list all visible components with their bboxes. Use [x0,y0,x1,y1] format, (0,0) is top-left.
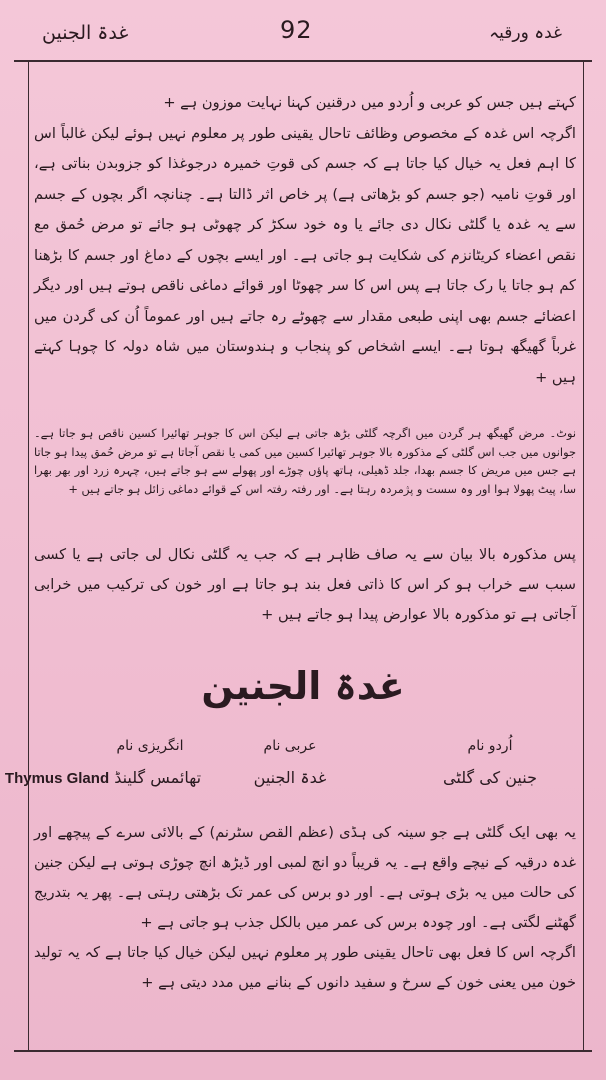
frame-rule-top [14,60,592,62]
body-text-top [34,88,576,393]
english-name-latin: Thymus Gland [4,770,110,787]
running-header [0,16,606,52]
paragraph: کہتے ہیں جس کو عربی و اُردو میں درقنین کہنا نہایت موزون ہے + [163,94,576,111]
english-name-column [0,738,220,787]
body-text-bottom [34,818,576,998]
footnote [34,424,576,498]
page-number: 92 [280,16,313,44]
urdu-name-value: جنین کی گلٹی [443,768,537,787]
header-chapter-title: غدۃ الجنین [42,22,129,44]
frame-rule-right [583,60,584,1052]
urdu-name-column [430,738,550,787]
body-text-middle [34,540,576,630]
arabic-name-value: غدۃ الجنین [253,768,327,787]
note-text: نوٹ۔ مرض گھیگھ ہر گردن میں اگرچہ گلٹی بڑھ جاتی ہے لیکن اس کا جوہر تھائیرا کسین ناقص ہو جاتا ہے۔ جوانوں میں جب اس گلٹی کے مذکورہ بالا جوہر تھائیرا کسین میں کمی یا نقص آجاتا ہے تو مرض حُمق پیدا ہو جاتا ہے جس میں مریض کا جسم بھدا، جلد ڈھیلی، ہاتھ پاؤں چوڑے اور پھولے سے ہو جاتے ہیں، چہرہ زرد اور بھر بھرا سا، پیٹ پھولا ہوا اور وہ سست و پژمردہ رہتا ہے۔ اور رفتہ رفتہ اس کے قوائے دماغی زائل ہو جاتے ہیں + [34,426,576,496]
paragraph: یہ بھی ایک گلٹی ہے جو سینہ کی ہڈی (عظم القص سٹرنم) کے بالائی سرے کے پیچھے اور غدہ درقیہ کے نیچے واقع ہے۔ یہ قریباً دو انچ لمبی اور ڈیڑھ انچ چوڑی ہوتی ہے لیکن جنین کی حالت میں یہ بڑی ہوتی ہے۔ اور دو برس کی عمر تک بڑھتی رہتی ہے۔ پھر یہ بتدریج گھٹنے لگتی ہے۔ اور چودہ برس کی عمر میں بالکل جذب ہو جاتی ہے + [34,824,576,931]
urdu-name-label: اُردو نام [467,738,513,754]
arabic-name-label: عربی نام [263,738,317,754]
english-name-transliteration: تھائمس گلینڈ [114,768,202,787]
names-table [4,738,570,818]
section-heading: غدۃ الجنین [201,664,405,708]
arabic-name-column [220,738,360,787]
frame-rule-bottom [14,1050,592,1052]
header-section-title: غدہ ورقیہ [489,23,562,43]
paragraph: پس مذکورہ بالا بیان سے یہ صاف ظاہر ہے کہ جب یہ گلٹی نکال لی جاتی ہے یا کسی سبب سے خراب ہو کر اس کا ذاتی فعل بند ہو جاتا ہے اور خون کی ترکیب میں خرابی آجاتی ہے تو مذکورہ بالا عوارض پیدا ہو جاتے ہیں + [34,546,576,623]
paragraph: اگرچہ اس غدہ کے مخصوص وظائف تاحال یقینی طور پر معلوم نہیں ہوئے لیکن غالباً اس کا اہم فعل یہ خیال کیا جاتا ہے کہ جسم کی قوتِ خمیرہ درجوغذا کو جزوبدن بناتی ہے، اور قوتِ نامیہ (جو جسم کو بڑھاتی ہے) پر خاص اثر ڈالتا ہے۔ چنانچہ اگر بچوں کے جسم سے یہ غدہ یا گلٹی نکال دی جائے یا وہ خود سکڑ کر چھوٹی ہو جائے تو مرض حُمق مع نقص اعضاء کریٹانزم کی شکایت ہو جاتی ہے۔ اور ایسے بچوں کے دماغ اور جسم کا بڑھنا کم ہو جاتا یا رک جاتا ہے پس اس کا سر چھوٹا اور قوائے دماغی ناقص ہوتے ہیں اور دیگر اعضائے جسم بھی اپنی طبعی مقدار سے چھوٹے رہ جاتے ہیں اور عموماً اُن کی گردن میں غرباً گھیگھ ہوتا ہے۔ ایسے اشخاص کو پنجاب و ہندوستان میں شاہ دولہ کا چوہا کہتے ہیں + [34,124,576,386]
english-name-label: انگریزی نام [116,738,184,754]
english-name-value [0,768,220,787]
frame-rule-left [28,60,29,1052]
paragraph: اگرچہ اس کا فعل بھی تاحال یقینی طور پر معلوم نہیں لیکن خیال کیا جاتا ہے کہ یہ تولید خون میں یعنی خون کے سرخ و سفید دانوں کے بنانے میں مدد دیتی ہے + [34,944,576,991]
